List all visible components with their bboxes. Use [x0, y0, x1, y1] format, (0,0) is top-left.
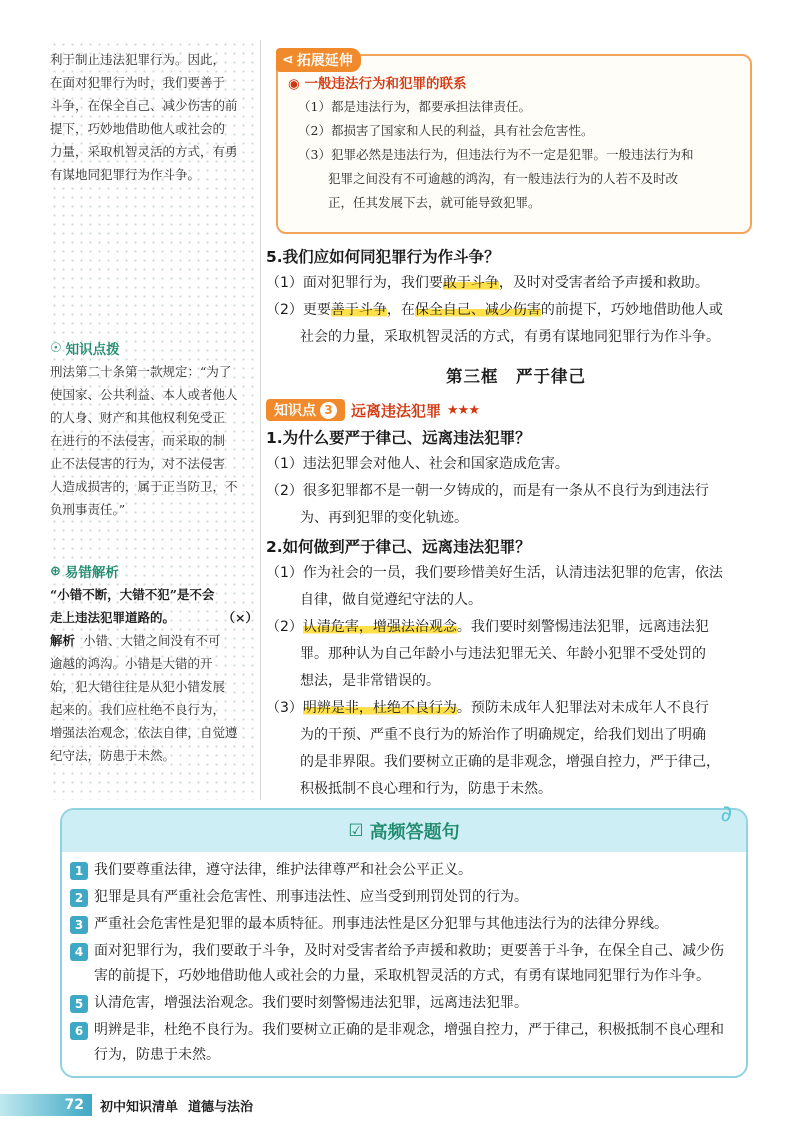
error-verdict: （×）	[222, 610, 258, 625]
q2-answer-2-cont: 想法，是非常错误的。	[300, 673, 440, 689]
extension-line: 正，任其发展下去，就可能导致犯罪。	[328, 195, 541, 210]
summary-title: 高频答题句	[369, 822, 460, 843]
analysis-label: 解析	[50, 633, 76, 648]
q2-answer-3	[266, 695, 766, 722]
summary-item-text: 面对犯罪行为，我们要敢于斗争，及时对受害者给予声援和救助；更要善于斗争，在保全自己、减少伤害的前提下，巧妙地借助他人或社会的力量，采取机智灵活的方式，有勇有谋地同犯罪行为作斗争。	[94, 943, 724, 984]
summary-item	[70, 858, 734, 883]
extension-title-text: 一般违法行为和犯罪的联系	[304, 76, 467, 92]
item-number: 4	[70, 943, 88, 961]
knowledge-heading-text: 知识点拨	[65, 342, 120, 358]
page-number-bar	[0, 1094, 92, 1116]
item-number: 1	[70, 862, 88, 880]
analysis-line: 起来的。我们应杜绝不良行为，	[50, 702, 226, 717]
q2-answer-2	[266, 614, 766, 641]
item-number: 6	[70, 1022, 88, 1040]
summary-box	[60, 802, 748, 1078]
q2-title: 2.如何做到严于律己、远离违法犯罪？	[266, 538, 531, 556]
extension-title: ◉ 一般违法行为和犯罪的联系	[288, 76, 467, 92]
knowledge-line: 的人身、财产和其他权利免受正	[50, 410, 226, 425]
text: 。预防未成年人犯罪法对未成年人不良行	[456, 700, 709, 716]
q5-answer-1	[266, 270, 766, 297]
intro-line: 力量，采取机智灵活的方式，有勇	[50, 144, 238, 159]
highlight: 明辨是非，杜绝不良行为	[302, 700, 457, 716]
knowledge-line: 人造成损害的，属于正当防卫，不	[50, 479, 238, 494]
q5-answer-2-cont: 社会的力量，采取机智灵活的方式，有勇有谋地同犯罪行为作斗争。	[300, 329, 720, 345]
star-icon: ★★★	[447, 402, 479, 418]
q2-answer-3-cont: 的是非界限。我们要树立正确的是非观念，增强自控力，严于律己，	[300, 754, 720, 770]
extension-line: （2）都损害了国家和人民的利益，具有社会危害性。	[298, 123, 594, 138]
highlight: 善于斗争	[330, 302, 387, 318]
q2-answer-1: （1）作为社会的一员，我们要珍惜美好生活，认清违法犯罪的危害，依法	[266, 565, 723, 581]
extension-tag	[276, 48, 361, 72]
error-heading	[50, 559, 258, 583]
q1-title: 1.为什么要严于律己、远离违法犯罪？	[266, 429, 531, 447]
q2-answer-3-cont: 积极抵制不良心理和行为，防患于未然。	[300, 781, 552, 797]
share-icon: ⋖	[282, 52, 294, 68]
text: 的前提下，巧妙地借助他人或	[540, 302, 723, 318]
highlight: 认清危害，增强法治观念	[302, 619, 457, 635]
text: 面对犯罪行为，我们要	[302, 275, 443, 291]
page-footer	[0, 1094, 300, 1116]
knowledge-note	[50, 336, 258, 521]
q1-answer-2: （2）很多犯罪都不是一朝一夕铸成的，而是有一条从不良行为到违法行	[266, 483, 709, 499]
text: ，及时对受害者给予声援和救助。	[498, 275, 709, 291]
item-number: （2）	[266, 619, 303, 635]
analysis-line	[50, 629, 258, 652]
analysis-line: 增强法治观念，依法自律，自觉遵	[50, 725, 238, 740]
knowledge-point-header	[266, 397, 766, 423]
extension-line: （1）都是违法行为，都要承担法律责任。	[298, 99, 531, 114]
summary-item	[70, 939, 734, 989]
q5-title: 5.我们应如何同犯罪行为作斗争？	[266, 248, 500, 266]
item-number: 2	[70, 889, 88, 907]
knowledge-line: 负刑事责任。”	[50, 502, 126, 517]
sidebar	[50, 40, 258, 800]
knowledge-line: 使国家、公共利益、本人或者他人	[50, 387, 238, 402]
extension-box	[276, 54, 752, 234]
intro-line: 有谋地同犯罪行为作斗争。	[50, 167, 201, 182]
kp-badge-text: 知识点	[274, 403, 316, 419]
error-statement: “小错不断，大错不犯”是不会	[50, 587, 215, 602]
knowledge-line: 止不法侵害的行为，对不法侵害	[50, 456, 226, 471]
error-statement-row	[50, 606, 258, 629]
summary-item-text: 犯罪是具有严重社会危害性、刑事违法性、应当受到刑罚处罚的行为。	[94, 889, 528, 905]
item-number: （3）	[266, 700, 303, 716]
highlight: 保全自己、减少伤害	[414, 302, 541, 318]
kp-number: 3	[320, 402, 337, 419]
knowledge-line: 在进行的不法侵害，而采取的制	[50, 433, 226, 448]
extension-line: （3）犯罪必然是违法行为，但违法行为不一定是犯罪。一般违法行为和	[298, 147, 694, 162]
checklist-icon: ☑	[348, 821, 364, 841]
page-number: 72	[64, 1097, 84, 1113]
intro-line: 在面对犯罪行为时，我们要善于	[50, 75, 226, 90]
item-number: （2）	[266, 302, 303, 318]
summary-item-text: 认清危害，增强法治观念。我们要时刻警惕违法犯罪，远离违法犯罪。	[94, 995, 528, 1011]
intro-line: 斗争，在保全自己、减少伤害的前	[50, 98, 238, 113]
text: ，在	[386, 302, 415, 318]
intro-line: 提下，巧妙地借助他人或社会的	[50, 121, 226, 136]
item-number: （1）	[266, 275, 303, 291]
analysis-line: 始，犯大错往往是从犯小错发展	[50, 679, 226, 694]
summary-header	[62, 810, 746, 852]
magnifier-icon: ⊕	[50, 563, 61, 579]
kp-badge	[266, 399, 345, 421]
summary-item	[70, 1018, 734, 1068]
subject-title: 道德与法治	[188, 1099, 254, 1115]
kp-title: 远离违法犯罪	[351, 401, 442, 420]
text: 更要	[302, 302, 331, 318]
extension-tag-text: 拓展延伸	[296, 53, 353, 69]
item-number: 5	[70, 995, 88, 1013]
analysis-line: 逾越的鸿沟。小错是大错的开	[50, 656, 213, 671]
book-title: 初中知识清单	[100, 1099, 179, 1115]
bulb-icon: ☉	[50, 340, 62, 356]
q1-answer-2-cont: 为、再到犯罪的变化轨迹。	[300, 510, 468, 526]
highlight: 敢于斗争	[442, 275, 499, 291]
error-note	[50, 559, 258, 767]
knowledge-line: 刑法第二十条第一款规定：“为了	[50, 364, 232, 379]
q2-answer-2-cont: 罪。那种认为自己年龄小与违法犯罪无关、年龄小犯罪不受处罚的	[300, 646, 706, 662]
sidebar-intro	[50, 48, 258, 186]
extension-line: 犯罪之间没有不可逾越的鸿沟，有一般违法行为的人若不及时改	[328, 171, 679, 186]
summary-item	[70, 912, 734, 937]
summary-list	[62, 852, 746, 1068]
error-statement: 走上违法犯罪道路的。	[50, 610, 176, 625]
analysis-text: 小错、大错之间没有不可	[82, 633, 221, 648]
item-number: 3	[70, 916, 88, 934]
summary-item-text: 明辨是非，杜绝不良行为。我们要树立正确的是非观念，增强自控力，严于律己，积极抵制不良心理和行为，防患于未然。	[94, 1022, 724, 1063]
sidebar-divider	[260, 40, 261, 800]
q2-answer-1-cont: 自律，做自觉遵纪守法的人。	[300, 592, 482, 608]
frame-title: 第三框 严于律己	[446, 367, 586, 386]
text: 。我们要时刻警惕违法犯罪，远离违法犯	[456, 619, 709, 635]
summary-item	[70, 885, 734, 910]
intro-line: 利于制止违法犯罪行为。因此，	[50, 52, 226, 67]
summary-item-text: 严重社会危害性是犯罪的最本质特征。刑事违法性是区分犯罪与其他违法行为的法律分界线。	[94, 916, 668, 932]
q5-answer-2	[266, 297, 766, 324]
q2-answer-3-cont: 为的干预、严重不良行为的矫治作了明确规定，给我们划出了明确	[300, 727, 706, 743]
analysis-line: 纪守法，防患于未然。	[50, 748, 176, 763]
summary-item	[70, 991, 734, 1016]
q1-answer-1: （1）违法犯罪会对他人、社会和国家造成危害。	[266, 456, 569, 472]
swirl-icon: ∂	[720, 802, 732, 827]
summary-item-text: 我们要尊重法律，遵守法律，维护法律尊严和社会公平正义。	[94, 862, 472, 878]
knowledge-heading	[50, 336, 258, 360]
error-heading-text: 易错解析	[64, 565, 119, 581]
main-content	[266, 40, 766, 803]
